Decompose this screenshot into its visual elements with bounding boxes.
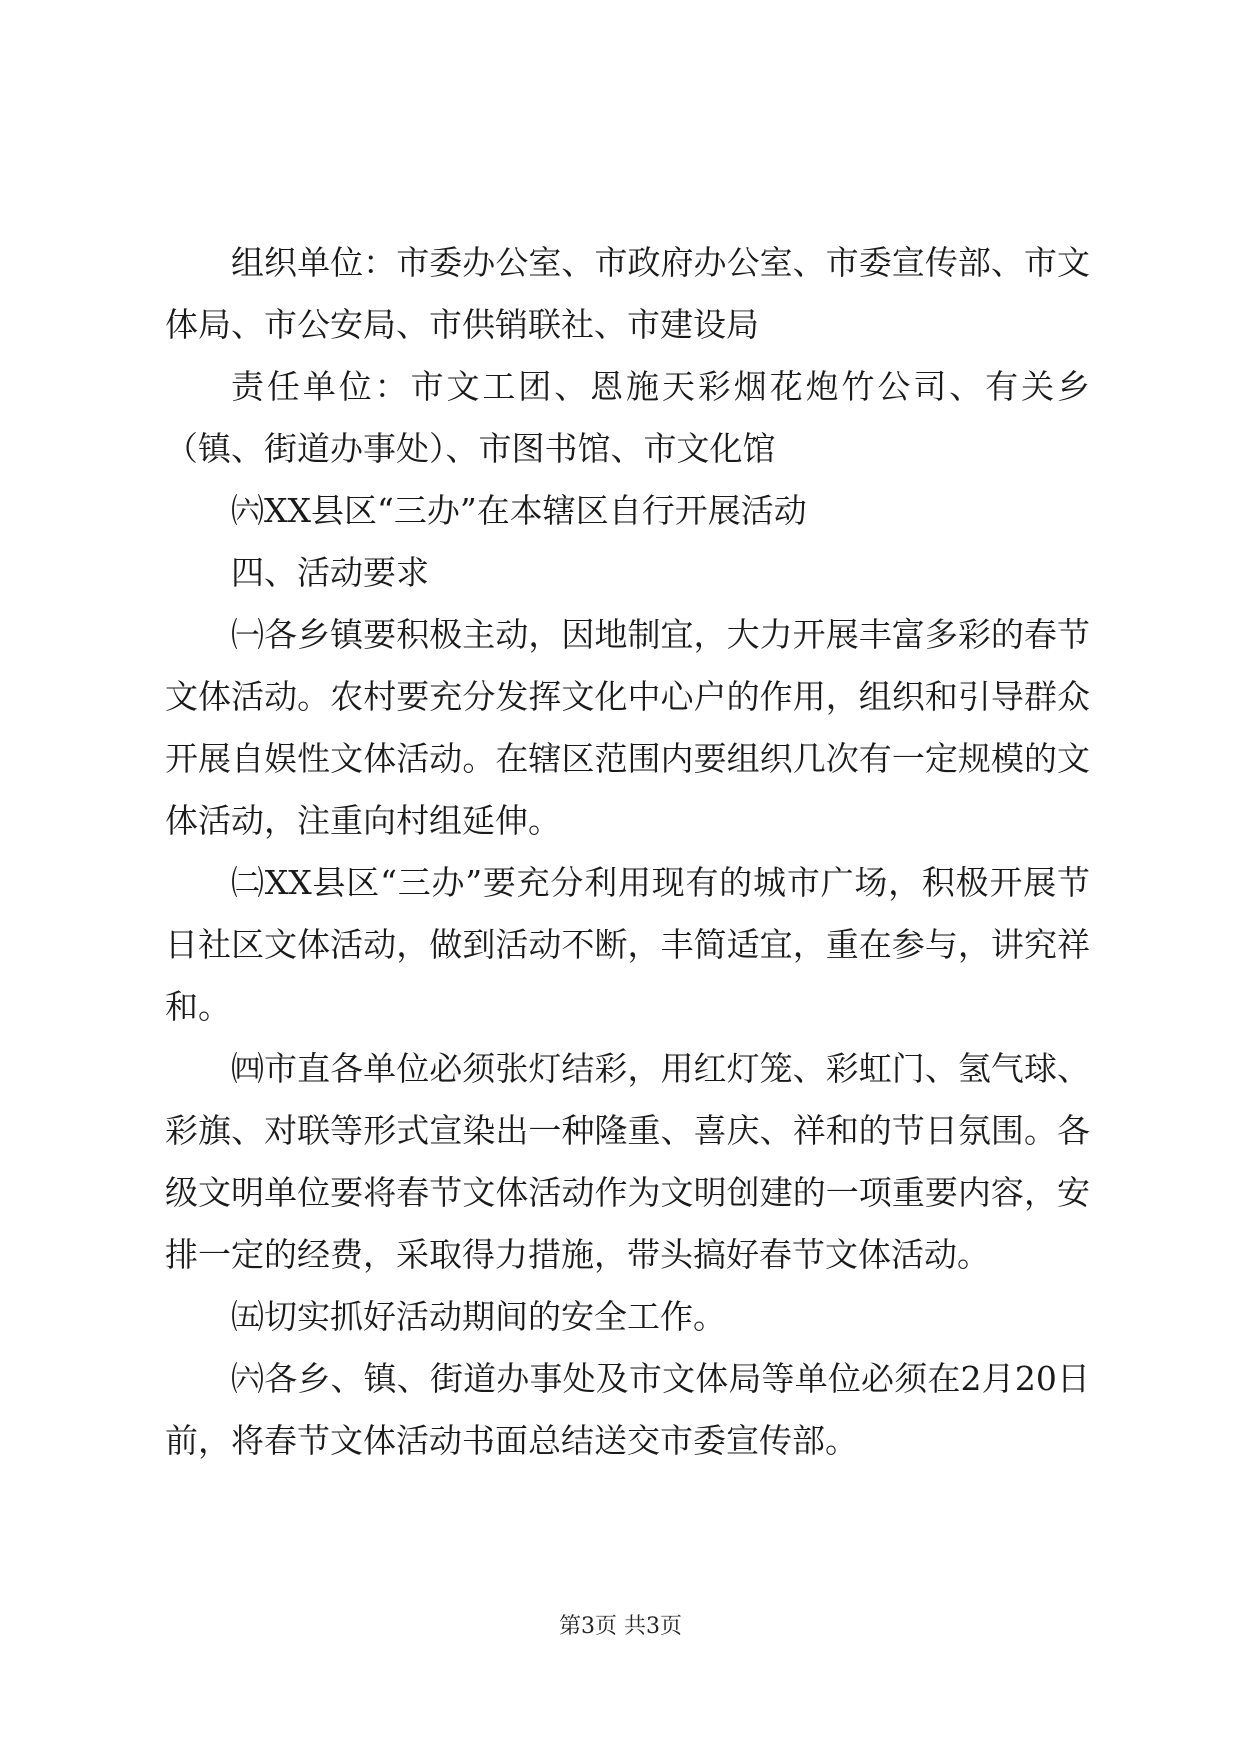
paragraph-requirement-4: ㈣市直各单位必须张灯结彩，用红灯笼、彩虹门、氢气球、彩旗、对联等形式宣染出一种隆重、喜庆、祥和的节日氛围。各级文明单位要将春节文体活动作为文明创建的一项重要内容，安排一定的经费，采取得力措施，带头搞好春节文体活动。 [165,1049,1090,1274]
paragraph-requirement-5: ㈤切实抓好活动期间的安全工作。 [231,1297,726,1336]
document-body [165,232,1090,1472]
paragraph-requirement-6: ㈥各乡、镇、街道办事处及市文体局等单位必须在2月20日前，将春节文体活动书面总结送交市委宣传部。 [165,1359,1090,1460]
paragraph-district-activities: ㈥XX县区“三办”在本辖区自行开展活动 [231,491,807,530]
paragraph-requirement-1: ㈠各乡镇要积极主动，因地制宜，大力开展丰富多彩的春节文体活动。农村要充分发挥文化中心户的作用，组织和引导群众开展自娱性文体活动。在辖区范围内要组织几次有一定规模的文体活动，注重向村组延伸。 [165,615,1090,840]
paragraph-requirement-2: ㈡XX县区“三办”要充分利用现有的城市广场，积极开展节日社区文体活动，做到活动不断，丰简适宜，重在参与，讲究祥和。 [165,863,1090,1026]
page-footer: 第3页 共3页 [559,1614,682,1639]
section-heading-requirements: 四、活动要求 [231,553,429,592]
paragraph-responsible-units: 责任单位：市文工团、恩施天彩烟花炮竹公司、有关乡（镇、街道办事处）、市图书馆、市文化馆 [165,367,1090,468]
paragraph-organizing-units: 组织单位：市委办公室、市政府办公室、市委宣传部、市文体局、市公安局、市供销联社、市建设局 [165,243,1090,344]
